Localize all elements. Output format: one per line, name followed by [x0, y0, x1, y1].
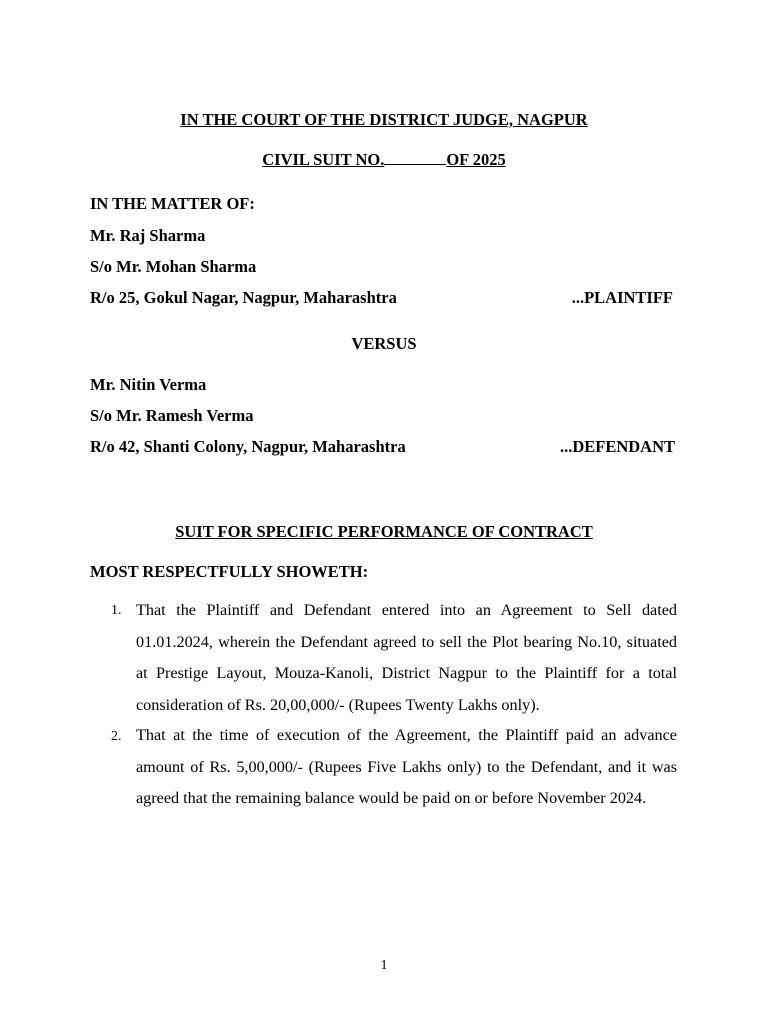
court-heading: IN THE COURT OF THE DISTRICT JUDGE, NAGPUR — [180, 110, 588, 129]
suit-number-line — [0, 150, 768, 170]
versus-label: VERSUS — [351, 334, 417, 353]
paragraph-1-number: 1. — [111, 603, 122, 618]
paragraph-1-text: That the Plaintiff and Defendant entered into an Agreement to Sell dated 01.01.2024, wherein the Defendant agreed to sell the Plot bearing No.10, situated at Prestige Layout, Mouza-Kanoli, District Nagpur to the Plaintiff for a total consideration of Rs. 20,00,000/- (Rupees Twenty Lakhs only). — [136, 601, 677, 714]
paragraph-2-number: 2. — [111, 729, 122, 744]
suit-number-blank — [384, 163, 446, 165]
paragraph-2-text: That at the time of execution of the Agreement, the Plaintiff paid an advance amount of Rs. 5,00,000/- (Rupees Five Lakhs only) to the Defendant, and it was agreed that the remaining balance would be paid on or before November 2024. — [136, 726, 677, 807]
suit-number-prefix: CIVIL SUIT NO. — [262, 150, 385, 169]
defendant-address: R/o 42, Shanti Colony, Nagpur, Maharashtra — [90, 437, 406, 456]
defendant-name: Mr. Nitin Verma — [90, 375, 207, 394]
defendant-parent: S/o Mr. Ramesh Verma — [90, 406, 254, 425]
suit-number-suffix: OF 2025 — [446, 150, 506, 169]
showeth-heading: MOST RESPECTFULLY SHOWETH: — [90, 562, 369, 581]
plaintiff-address: R/o 25, Gokul Nagar, Nagpur, Maharashtra — [90, 288, 397, 307]
plaintiff-name: Mr. Raj Sharma — [90, 226, 206, 245]
plaintiff-role: ...PLAINTIFF — [571, 288, 673, 307]
defendant-role: ...DEFENDANT — [559, 437, 675, 456]
plaintiff-parent: S/o Mr. Mohan Sharma — [90, 257, 257, 276]
page-number: 1 — [380, 958, 388, 973]
suit-title: SUIT FOR SPECIFIC PERFORMANCE OF CONTRACT — [175, 522, 593, 541]
matter-heading: IN THE MATTER OF: — [90, 194, 255, 213]
